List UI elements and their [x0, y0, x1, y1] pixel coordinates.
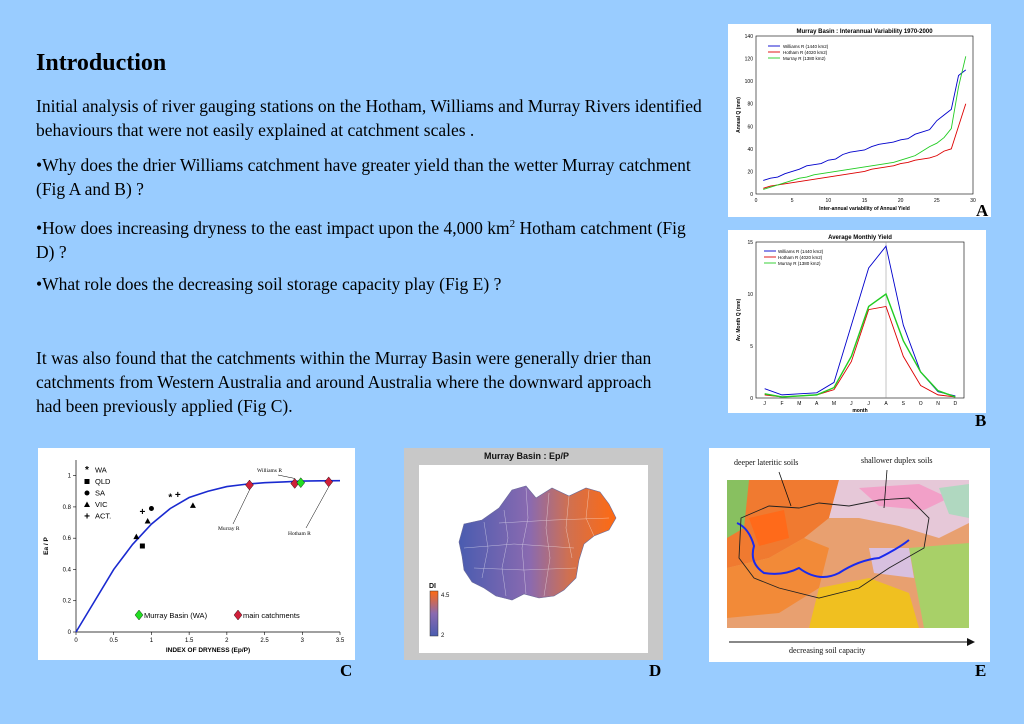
chart-b-legend-label: Williams R (1440 km2) [778, 249, 824, 254]
chart-c-annotation: Murray R [218, 526, 240, 532]
soil-map [727, 480, 969, 628]
chart-b-series-line [765, 246, 956, 396]
chart-a-ytick: 100 [744, 79, 753, 86]
chart-c-ytick: 0.8 [62, 504, 71, 511]
chart-b-xtick: M [831, 401, 837, 407]
chart-c-xtick: 1 [149, 638, 154, 644]
chart-c-ytick: 1 [67, 473, 71, 480]
chart-a-title: Murray Basin : Interannual Variability 1970-2000 [796, 29, 933, 35]
chart-a-legend-label: Williams R (1440 km2) [783, 44, 829, 49]
chart-c-legend2-label: Murray Basin (WA) [144, 611, 208, 620]
chart-b-xtick: M [797, 401, 802, 407]
chart-b-series-line [765, 294, 956, 397]
figure-e-label: E [975, 661, 987, 680]
chart-c-xtick: 1.5 [184, 638, 194, 644]
chart-c-xtick: 2.5 [260, 638, 269, 644]
chart-c-xlabel: INDEX OF DRYNESS (Ep/P) [165, 647, 251, 654]
chart-b-xtick: A [814, 401, 819, 407]
chart-b-ylabel: Av. Month Q (mm) [736, 298, 742, 342]
chart-b-ytick: 0 [750, 396, 753, 402]
figure-d-label: D [649, 661, 662, 680]
chart-c-point: * [168, 492, 173, 504]
legend-d-colorbar [430, 591, 438, 636]
chart-b-legend-label: Hotham R (4020 km2) [778, 255, 823, 260]
chart-a-xtick: 30 [970, 198, 976, 204]
chart-c-legend-label: ACT. [95, 511, 112, 521]
chart-c-legend2-label: main catchments [243, 611, 300, 620]
chart-c-legend2-marker [234, 610, 242, 620]
figure-e [709, 448, 990, 662]
chart-b-xlabel: month [852, 408, 868, 413]
chart-c-budyko-curve [76, 481, 340, 632]
label-lateritic-soils: deeper lateritic soils [734, 458, 799, 467]
figure-c-label: C [340, 661, 353, 680]
chart-a-series-line [763, 104, 966, 189]
chart-b [728, 230, 986, 413]
chart-c-legend-marker [85, 479, 90, 484]
chart-c-point [190, 502, 196, 508]
legend-d-title: DI [429, 583, 436, 590]
chart-c-xtick: 3.5 [335, 638, 345, 644]
chart-c-annotation-line [278, 475, 295, 478]
chart-c [38, 448, 355, 660]
chart-a-legend-label: Murray R (1380 km2) [783, 56, 826, 61]
chart-c-xtick: 0 [74, 638, 78, 644]
chart-a-ylabel: Annual Q (mm) [736, 97, 742, 133]
chart-c-point [149, 506, 154, 511]
chart-b-xtick: A [884, 401, 888, 407]
chart-c-ylabel: Ea / P [43, 537, 50, 555]
chart-b-legend-label: Murray R (1380 km2) [778, 261, 821, 266]
chart-c-legend-marker [85, 491, 90, 496]
arrow-head [967, 638, 975, 646]
chart-b-ytick: 5 [750, 344, 753, 350]
chart-b-series-line [765, 306, 956, 396]
page-title: Introduction [36, 50, 167, 76]
chart-c-xtick: 3 [300, 638, 304, 644]
legend-d-min: 2 [441, 633, 445, 639]
chart-b-title: Average Monthly Yield [828, 235, 892, 241]
map-e [709, 448, 990, 662]
figure-b [728, 230, 986, 413]
chart-c-point [145, 518, 151, 524]
chart-c-point [297, 478, 305, 488]
legend-d-max: 4.5 [441, 593, 450, 599]
label-duplex-soils: shallower duplex soils [861, 456, 933, 465]
chart-c-legend-marker: * [85, 465, 89, 476]
chart-a-xtick: 25 [934, 198, 940, 204]
chart-c-point: + [174, 489, 181, 501]
map-d [404, 448, 663, 660]
chart-c-ytick: 0.6 [62, 536, 71, 543]
chart-a [728, 24, 991, 217]
figure-c [38, 448, 355, 660]
chart-b-xtick: D [953, 401, 958, 407]
chart-c-annotation: Hotham R [288, 531, 311, 537]
chart-c-ytick: 0.4 [62, 567, 71, 574]
chart-c-legend-label: WA [95, 465, 107, 475]
chart-c-legend2-marker [135, 610, 143, 620]
bullet-williams: •Why does the drier Williams catchment have greater yield than the wetter Murray catchment (Fig A and B) ? [36, 155, 691, 199]
chart-c-annotation: Williams R [257, 468, 282, 474]
chart-c-point [245, 480, 253, 490]
figure-b-label: B [975, 411, 987, 430]
chart-c-legend-label: VIC [95, 500, 108, 509]
chart-c-ytick: 0.2 [62, 598, 71, 605]
chart-c-xtick: 0.5 [109, 638, 118, 644]
figure-a-label: A [976, 201, 989, 220]
chart-c-legend-label: QLD [95, 477, 111, 486]
figure-a [728, 24, 991, 217]
bullet-soil: •What role does the decreasing soil storage capacity play (Fig E) ? [36, 274, 502, 294]
chart-b-xtick: S [901, 401, 906, 407]
chart-c-legend-marker [84, 502, 90, 508]
intro-paragraph: Initial analysis of river gauging stations on the Hotham, Williams and Murray Rivers identified behaviours that were not easily explained at catchment scales . [36, 96, 702, 140]
chart-a-xtick: 0 [754, 198, 758, 204]
chart-c-legend-label: SA [95, 488, 106, 498]
chart-a-xtick: 20 [897, 198, 904, 204]
chart-a-ytick: 80 [747, 101, 753, 108]
chart-c-xtick: 2 [225, 638, 229, 644]
chart-c-annotation-line [233, 490, 249, 524]
chart-a-xtick: 5 [790, 198, 794, 204]
arrow-label: decreasing soil capacity [789, 646, 866, 655]
chart-a-xlabel: Inter-annual variability of Annual Yield [819, 206, 910, 212]
chart-c-legend-marker: + [84, 511, 90, 523]
chart-b-ytick: 15 [747, 240, 753, 246]
chart-a-series-line [763, 70, 966, 181]
murray-paragraph: It was also found that the catchments within the Murray Basin were generally drier than catchments from Western Australia and around Australia where the downward approach had been previously applied (Fig C). [36, 348, 652, 416]
chart-a-ytick: 0 [750, 192, 753, 198]
chart-b-ytick: 10 [747, 292, 753, 298]
chart-c-point [325, 477, 333, 487]
chart-a-ytick: 40 [747, 146, 753, 153]
chart-a-xtick: 10 [825, 198, 832, 204]
chart-a-ytick: 140 [744, 34, 753, 40]
chart-c-point: + [139, 507, 146, 519]
bullet-hotham: •How does increasing dryness to the east impact upon the 4,000 $km^2$ Hotham catchment (Fig D) ? [36, 217, 686, 262]
chart-b-xtick: N [936, 401, 940, 407]
chart-c-point [133, 534, 139, 540]
chart-a-legend-label: Hotham R (4020 km2) [783, 50, 828, 55]
chart-c-ytick: 0 [67, 630, 71, 636]
figure-d [404, 448, 663, 660]
chart-b-xtick: J [867, 401, 870, 407]
chart-b-xtick: F [780, 401, 784, 407]
chart-c-point [140, 544, 145, 549]
chart-a-ytick: 120 [744, 56, 753, 63]
chart-b-xtick: J [850, 401, 853, 407]
map-d-title: Murray Basin : Ep/P [484, 451, 570, 461]
chart-a-xtick: 15 [861, 198, 868, 204]
chart-c-annotation-line [306, 487, 329, 528]
chart-a-ytick: 20 [747, 169, 753, 176]
chart-b-xtick: O [918, 401, 923, 407]
chart-b-xtick: J [763, 401, 766, 407]
chart-a-ytick: 60 [747, 124, 753, 131]
